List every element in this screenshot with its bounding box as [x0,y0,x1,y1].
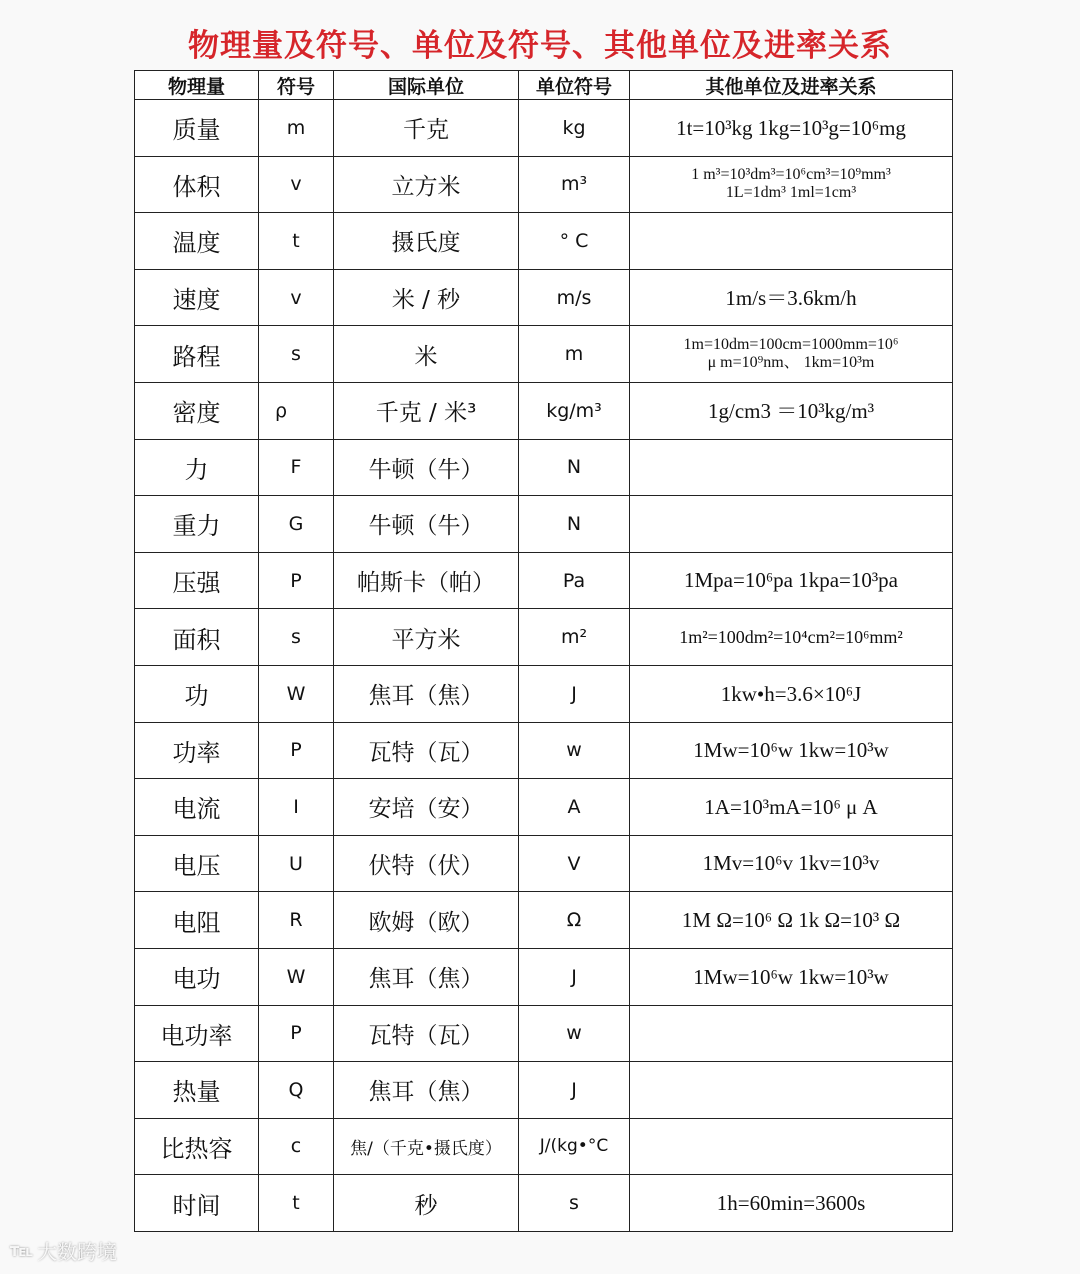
table-row [135,326,953,383]
unit-symbol-cell: s [519,1175,630,1232]
quantity-cell: 电功率 [135,1005,259,1062]
unit-symbol-cell: Pa [519,552,630,609]
symbol-cell: Q [259,1062,334,1119]
other-units-cell: 1t=10³kg 1kg=10³g=10⁶mg [630,100,953,157]
unit-symbol-cell: Ω [519,892,630,949]
other-units-cell: 1A=10³mA=10⁶ μ A [630,779,953,836]
quantity-cell: 电功 [135,948,259,1005]
table-row [135,439,953,496]
unit-symbol-cell: m/s [519,269,630,326]
unit-symbol-cell: kg [519,100,630,157]
quantity-cell: 重力 [135,496,259,553]
unit-symbol-cell: m³ [519,156,630,213]
si-unit-cell: 秒 [334,1175,519,1232]
table-header [135,71,953,100]
symbol-cell: W [259,948,334,1005]
unit-symbol-cell: m [519,326,630,383]
table-row [135,892,953,949]
other-units-cell: 1Mv=10⁶v 1kv=10³v [630,835,953,892]
table-row [135,100,953,157]
symbol-cell: ρ [259,382,334,439]
physics-units-table [134,70,953,1232]
table-row [135,1118,953,1175]
quantity-cell: 电阻 [135,892,259,949]
quantity-cell: 压强 [135,552,259,609]
quantity-cell: 质量 [135,100,259,157]
other-units-cell: 1g/cm3 ＝10³kg/m³ [630,382,953,439]
other-units-cell [630,496,953,553]
symbol-cell: t [259,1175,334,1232]
si-unit-cell: 牛顿（牛） [334,496,519,553]
table-row [135,269,953,326]
other-units-cell [630,1062,953,1119]
header-symbol: 符号 [259,71,334,100]
symbol-cell: P [259,552,334,609]
quantity-cell: 功率 [135,722,259,779]
quantity-cell: 热量 [135,1062,259,1119]
header-unit-symbol: 单位符号 [519,71,630,100]
table-row [135,213,953,270]
header-si-unit: 国际单位 [334,71,519,100]
other-units-cell [630,213,953,270]
table-row [135,948,953,1005]
table-row [135,1005,953,1062]
unit-symbol-cell: N [519,496,630,553]
other-units-cell: 1Mw=10⁶w 1kw=10³w [630,948,953,1005]
header-row [135,71,953,100]
quantity-cell: 电流 [135,779,259,836]
symbol-cell: I [259,779,334,836]
symbol-cell: s [259,609,334,666]
unit-symbol-cell: w [519,722,630,779]
other-units-cell: 1h=60min=3600s [630,1175,953,1232]
quantity-cell: 电压 [135,835,259,892]
si-unit-cell: 焦耳（焦） [334,665,519,722]
table-row [135,1175,953,1232]
other-units-cell: 1m=10dm=100cm=1000mm=10⁶ μ m=10⁹nm、 1km=10³m [630,326,953,383]
other-units-cell: 1Mw=10⁶w 1kw=10³w [630,722,953,779]
page-title: 物理量及符号、单位及符号、其他单位及进率关系 [188,28,892,64]
si-unit-cell: 焦/（千克•摄氏度） [334,1118,519,1175]
unit-symbol-cell: w [519,1005,630,1062]
table-row [135,382,953,439]
other-units-cell: 1M Ω=10⁶ Ω 1k Ω=10³ Ω [630,892,953,949]
table-row [135,1062,953,1119]
other-units-cell: 1 m³=10³dm³=10⁶cm³=10⁹mm³ 1L=1dm³ 1ml=1cm³ [630,156,953,213]
quantity-cell: 体积 [135,156,259,213]
unit-symbol-cell: kg/m³ [519,382,630,439]
symbol-cell: v [259,269,334,326]
symbol-cell: t [259,213,334,270]
symbol-cell: P [259,1005,334,1062]
other-units-cell [630,1005,953,1062]
quantity-cell: 比热容 [135,1118,259,1175]
si-unit-cell: 千克 [334,100,519,157]
symbol-cell: G [259,496,334,553]
quantity-cell: 功 [135,665,259,722]
symbol-cell: W [259,665,334,722]
table-row [135,609,953,666]
symbol-cell: s [259,326,334,383]
other-units-cell: 1m²=100dm²=10⁴cm²=10⁶mm² [630,609,953,666]
si-unit-cell: 牛顿（牛） [334,439,519,496]
unit-symbol-cell: J [519,665,630,722]
si-unit-cell: 欧姆（欧） [334,892,519,949]
quantity-cell: 时间 [135,1175,259,1232]
si-unit-cell: 安培（安） [334,779,519,836]
si-unit-cell: 帕斯卡（帕） [334,552,519,609]
si-unit-cell: 瓦特（瓦） [334,1005,519,1062]
quantity-cell: 温度 [135,213,259,270]
quantity-cell: 速度 [135,269,259,326]
symbol-cell: P [259,722,334,779]
table-row [135,665,953,722]
other-units-cell [630,439,953,496]
quantity-cell: 力 [135,439,259,496]
other-units-cell: 1m/s＝3.6km/h [630,269,953,326]
si-unit-cell: 焦耳（焦） [334,948,519,1005]
watermark-text: 大数跨境 [37,1240,118,1264]
other-units-cell: 1kw•h=3.6×10⁶J [630,665,953,722]
other-units-cell: 1Mpa=10⁶pa 1kpa=10³pa [630,552,953,609]
table-row [135,496,953,553]
si-unit-cell: 立方米 [334,156,519,213]
unit-symbol-cell: J [519,1062,630,1119]
table-row [135,156,953,213]
si-unit-cell: 米 [334,326,519,383]
quantity-cell: 密度 [135,382,259,439]
unit-symbol-cell: J/(kg•°C [519,1118,630,1175]
quantity-cell: 面积 [135,609,259,666]
si-unit-cell: 瓦特（瓦） [334,722,519,779]
watermark [10,1236,117,1265]
symbol-cell: c [259,1118,334,1175]
other-units-cell [630,1118,953,1175]
unit-symbol-cell: V [519,835,630,892]
si-unit-cell: 千克 / 米³ [334,382,519,439]
header-other-units: 其他单位及进率关系 [630,71,953,100]
table-row [135,835,953,892]
si-unit-cell: 伏特（伏） [334,835,519,892]
unit-symbol-cell: J [519,948,630,1005]
si-unit-cell: 米 / 秒 [334,269,519,326]
symbol-cell: v [259,156,334,213]
si-unit-cell: 焦耳（焦） [334,1062,519,1119]
table-row [135,552,953,609]
table-row [135,722,953,779]
symbol-cell: U [259,835,334,892]
unit-symbol-cell: A [519,779,630,836]
symbol-cell: R [259,892,334,949]
si-unit-cell: 平方米 [334,609,519,666]
unit-symbol-cell: N [519,439,630,496]
si-unit-cell: 摄氏度 [334,213,519,270]
header-quantity: 物理量 [135,71,259,100]
quantity-cell: 路程 [135,326,259,383]
symbol-cell: F [259,439,334,496]
watermark-logo-icon: ℡ [10,1240,34,1261]
table-body [135,100,953,1232]
unit-symbol-cell: m² [519,609,630,666]
symbol-cell: m [259,100,334,157]
unit-symbol-cell: ° C [519,213,630,270]
table-row [135,779,953,836]
